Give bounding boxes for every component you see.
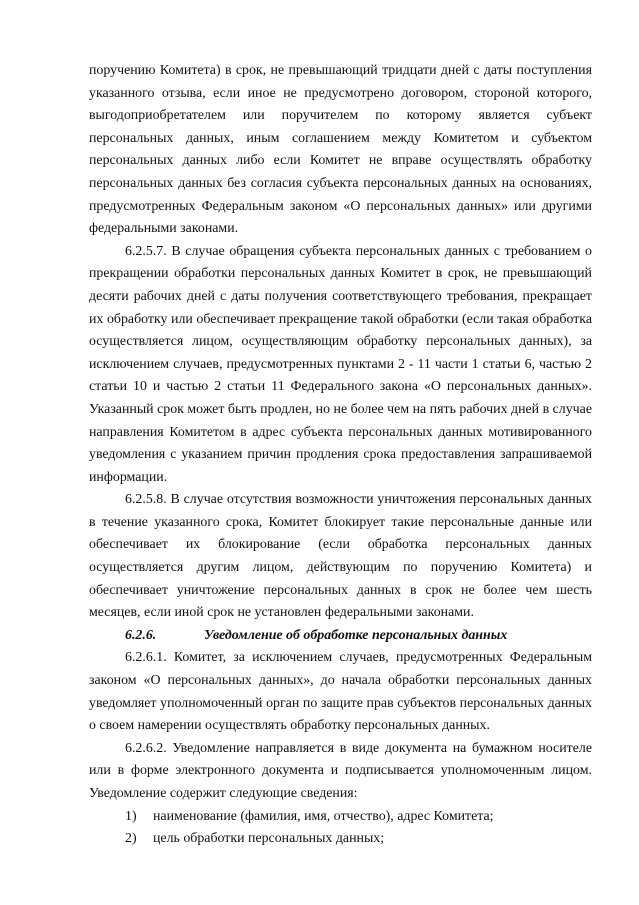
paragraph-6-2-5-7: 6.2.5.7. В случае обращения субъекта персональных данных с требованием о прекращении обработки персональных данных Комитет в срок, не превышающий десяти рабочих дней с даты получения соответствующего требования, прекращает их обработку или обеспечивает прекращение такой обработки (если такая обработка осуществляется лицом, осуществляющим обработку персональных данных), за исключением случаев, предусмотренных пунктами 2 - 11 части 1 статьи 6, частью 2 статьи 10 и частью 2 статьи 11 Федерального закона «О персональных данных». Указанный срок может быть продлен, но не более чем на пять рабочих дней в случае направления Комитетом в адрес субъекта персональных данных мотивированного уведомления с указанием причин продления срока предоставления запрашиваемой информации.	[89, 243, 592, 485]
list-item	[89, 806, 592, 829]
list-marker: 1)	[125, 808, 137, 824]
list-item-text: цель обработки персональных данных;	[153, 831, 385, 847]
paragraph-6-2-6-1: 6.2.6.1. Комитет, за исключением случаев, предусмотренных Федеральным законом «О персональных данных», до начала обработки персональных данных уведомляет уполномоченный орган по защите прав субъектов персональных данных о своем намерении осуществлять обработку персональных данных.	[89, 650, 592, 734]
section-number: 6.2.6.	[125, 627, 157, 643]
document-body	[89, 60, 592, 851]
notification-contents-list	[89, 806, 592, 851]
list-marker: 2)	[125, 831, 137, 847]
paragraph-6-2-6-2: 6.2.6.2. Уведомление направляется в виде документа на бумажном носителе или в форме электронного документа и подписывается уполномоченным лицом. Уведомление содержит следующие сведения:	[89, 740, 592, 801]
list-item	[89, 828, 592, 851]
section-heading-6-2-6	[89, 625, 592, 648]
section-title: Уведомление об обработке персональных данных	[204, 627, 508, 643]
paragraph-6-2-5-8: 6.2.5.8. В случае отсутствия возможности уничтожения персональных данных в течение указанного срока, Комитет блокирует такие персональные данные или обеспечивает их блокирование (если обработка персональных данных осуществляется другим лицом, действующим по поручению Комитета) и обеспечивает уничтожение персональных данных в срок не более чем шесть месяцев, если иной срок не установлен федеральными законами.	[89, 492, 592, 621]
paragraph-continuation: поручению Комитета) в срок, не превышающий тридцати дней с даты поступления указанного отзыва, если иное не предусмотрено договором, стороной которого, выгодоприобретателем или поручителем по которому является субъект персональных данных, иным соглашением между Комитетом и субъектом персональных данных либо если Комитет не вправе осуществлять обработку персональных данных без согласия субъекта персональных данных на основаниях, предусмотренных Федеральным законом «О персональных данных» или другими федеральными законами.	[89, 63, 592, 237]
list-item-text: наименование (фамилия, имя, отчество), адрес Комитета;	[153, 808, 494, 824]
